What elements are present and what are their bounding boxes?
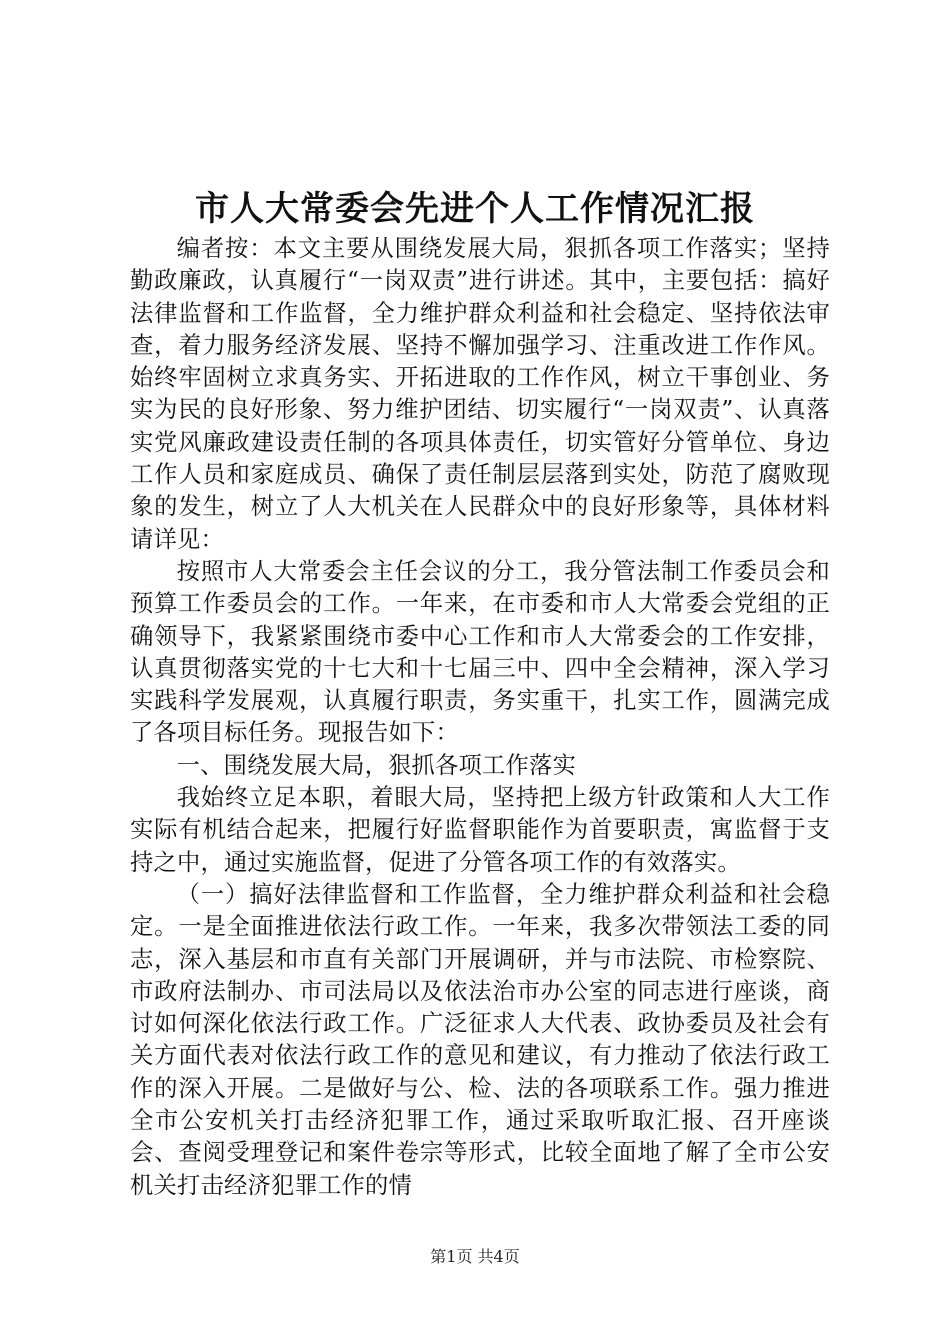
section-paragraph: 我始终立足本职，着眼大局，坚持把上级方针政策和人大工作实际有机结合起来，把履行好监督职能作为首要职责，寓监督于支持之中，通过实施监督，促进了分管各项工作的有效落实。	[130, 784, 830, 876]
document-body	[130, 233, 830, 1202]
intro-paragraph: 按照市人大常委会主任会议的分工，我分管法制工作委员会和预算工作委员会的工作。一年来，在市委和市人大常委会党组的正确领导下，我紧紧围绕市委中心工作和市人大常委会的工作安排，认真贯彻落实党的十七大和十七届三中、四中全会精神，深入学习实践科学发展观，认真履行职责，务实重干，扎实工作，圆满完成了各项目标任务。现报告如下：	[130, 557, 830, 747]
editor-note-paragraph: 编者按：本文主要从围绕发展大局，狠抓各项工作落实；坚持勤政廉政，认真履行“一岗双责”进行讲述。其中，主要包括：搞好法律监督和工作监督，全力维护群众利益和社会稳定、坚持依法审查，着力服务经济发展、坚持不懈加强学习、注重改进工作作风。始终牢固树立求真务实、开拓进取的工作作风，树立干事创业、务实为民的良好形象、努力维护团结、切实履行“一岗双责”、认真落实党风廉政建设责任制的各项具体责任，切实管好分管单位、身边工作人员和家庭成员、确保了责任制层层落到实处，防范了腐败现象的发生，树立了人大机关在人民群众中的良好形象等，具体材料请详见：	[130, 235, 830, 553]
subsection-paragraph: （一）搞好法律监督和工作监督，全力维护群众利益和社会稳定。一是全面推进依法行政工作。一年来，我多次带领法工委的同志，深入基层和市直有关部门开展调研，并与市法院、市检察院、市政府法制办、市司法局以及依法治市办公室的同志进行座谈，商讨如何深化依法行政工作。广泛征求人大代表、政协委员及社会有关方面代表对依法行政工作的意见和建议，有力推动了依法行政工作的深入开展。二是做好与公、检、法的各项联系工作。强力推进全市公安机关打击经济犯罪工作，通过采取听取汇报、召开座谈会、查阅受理登记和案件卷宗等形式，比较全面地了解了全市公安机关打击经济犯罪工作的情	[130, 880, 830, 1199]
section-heading: 一、围绕发展大局，狠抓各项工作落实	[176, 751, 577, 779]
page-number-footer: 第1页 共4页	[430, 1247, 520, 1266]
document-title: 市人大常委会先进个人工作情况汇报	[195, 189, 755, 229]
